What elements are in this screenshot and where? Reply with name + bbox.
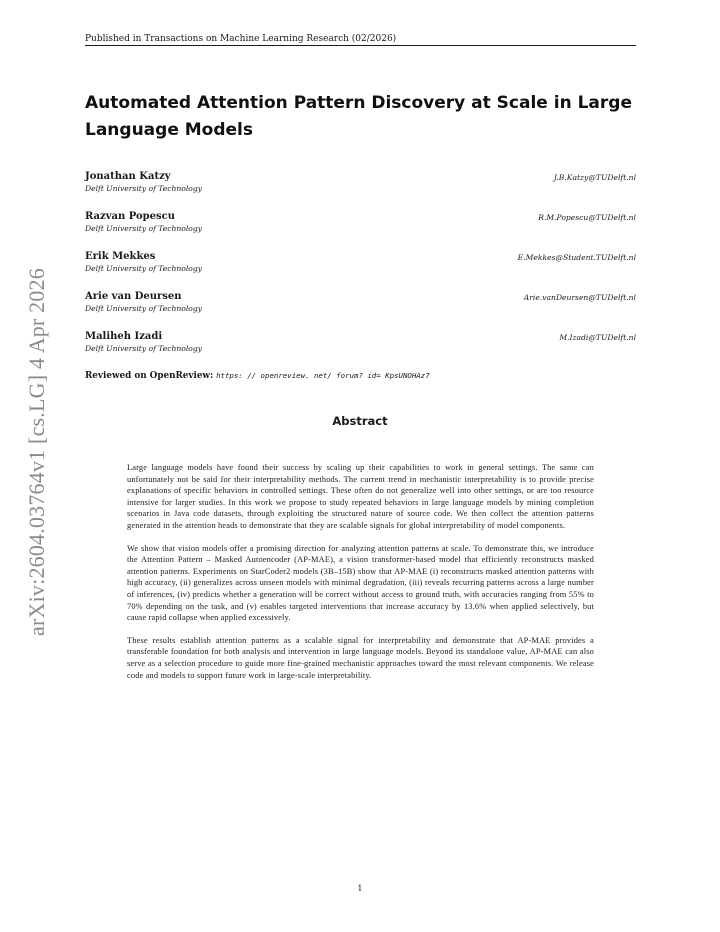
author-affiliation: Delft University of Technology (85, 304, 203, 313)
author-name: Maliheh Izadi (85, 331, 163, 342)
author-block (85, 331, 636, 371)
abstract-paragraph: We show that vision models offer a promising direction for analyzing attention patterns at scale. To demonstrate this, we introduce the Attention Pattern – Masked Autoencoder (AP-MAE), a vision transformer-based model that efficiently reconstructs masked attention patterns. Experiments on StarCoder2 models (3B–15B) show that AP-MAE (i) reconstructs masked attention patterns with high accuracy, (ii) generalizes across unseen models with minimal degradation, (iii) reveals recurring patterns across a large number of inferences, (iv) predicts whether a generation will be correct without access to ground truth, with accuracies ranging from 55% to 70% depending on the task, and (v) enables targeted interventions that increase accuracy by 13.6% when applied selectively, but cause rapid collapse when applied excessively. (127, 543, 594, 623)
author-affiliation: Delft University of Technology (85, 344, 203, 353)
paper-title: Automated Attention Pattern Discovery at Scale in Large Language Models (85, 93, 632, 140)
author-name: Razvan Popescu (85, 211, 176, 222)
author-affiliation: Delft University of Technology (85, 264, 203, 273)
author-email[interactable]: M.Izadi@TUDelft.nl (559, 333, 636, 342)
author-email[interactable]: Arie.vanDeursen@TUDelft.nl (523, 293, 636, 302)
author-block (85, 211, 636, 251)
author-name: Arie van Deursen (85, 291, 182, 302)
running-header: Published in Transactions on Machine Learning Research (02/2026) (85, 34, 397, 44)
author-block (85, 251, 636, 291)
header-rule (85, 45, 636, 46)
abstract-heading: Abstract (332, 414, 388, 428)
review-label: Reviewed on OpenReview: (85, 371, 214, 381)
review-url-link[interactable]: https: // openreview. net/ forum? id= KpsUNOHAz7 (216, 371, 430, 380)
author-email[interactable]: J.B.Katzy@TUDelft.nl (553, 173, 636, 182)
author-affiliation: Delft University of Technology (85, 184, 203, 193)
author-email[interactable]: R.M.Popescu@TUDelft.nl (538, 213, 636, 222)
abstract-paragraph: Large language models have found their success by scaling up their capabilities to work in general settings. The same can unfortunately not be said for their interpretability methods. The current trend in mechanistic interpretability is to provide precise explanations of specific behaviors in controlled settings. These often do not generalize well into other settings, or are too resource intensive for larger studies. In this work we propose to study repeated behaviors in large language models by mining completion scenarios in Java code datasets, through exploiting the structured nature of source code. We then collect the attention patterns generated in the attention heads to demonstrate that they are scalable signals for global interpretability of model components. (127, 463, 594, 530)
author-list (85, 171, 636, 371)
page-number: 1 (357, 884, 363, 894)
abstract-body (127, 462, 594, 692)
author-name: Jonathan Katzy (85, 171, 171, 182)
author-affiliation: Delft University of Technology (85, 224, 203, 233)
author-email[interactable]: E.Mekkes@Student.TUDelft.nl (517, 253, 636, 262)
author-name: Erik Mekkes (85, 251, 156, 262)
abstract-paragraph: These results establish attention patterns as a scalable signal for interpretability and demonstrate that AP-MAE provides a transferable foundation for both analysis and intervention in large language models. Beyond its standalone value, AP-MAE can also serve as a selection procedure to guide more fine-grained mechanistic approaches toward the most relevant components. We release code and models to support future work in large-scale interpretability. (127, 635, 594, 680)
author-block (85, 171, 636, 211)
arxiv-identifier: arXiv:2604.03764v1 [cs.LG] 4 Apr 2026 (24, 268, 49, 636)
review-line (85, 370, 430, 382)
author-block (85, 291, 636, 331)
